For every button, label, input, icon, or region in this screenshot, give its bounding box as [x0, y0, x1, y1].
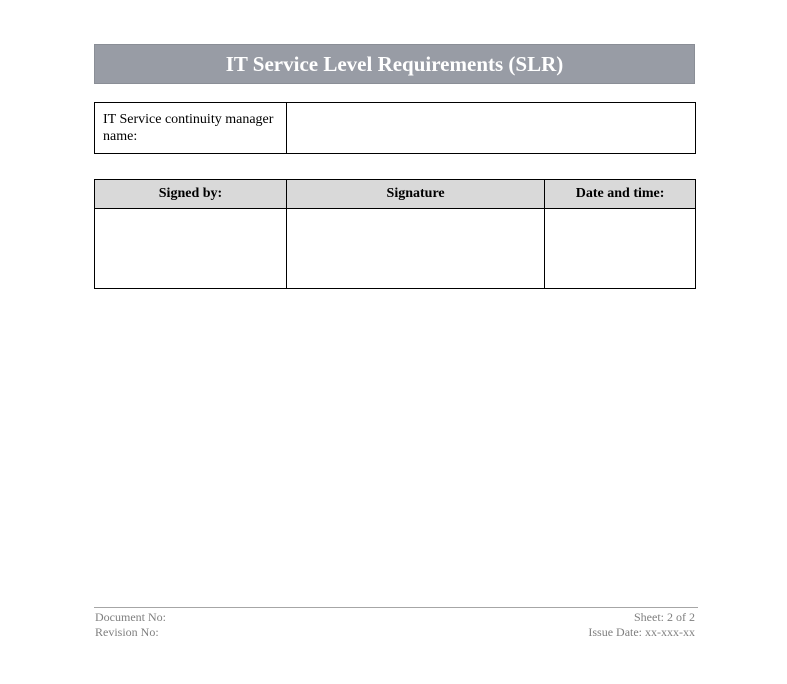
- manager-name-table: [94, 102, 696, 154]
- date-time-cell[interactable]: [545, 209, 696, 289]
- document-title: IT Service Level Requirements (SLR): [225, 51, 564, 76]
- issue-date: Issue Date: xx-xxx-xx: [588, 625, 695, 639]
- title-bar: [94, 44, 695, 84]
- document-number: Document No:: [95, 610, 166, 624]
- manager-name-row: [95, 103, 696, 154]
- signoff-table: [94, 179, 696, 289]
- signed-by-header: Signed by:: [95, 180, 287, 209]
- signature-header: Signature: [286, 180, 544, 209]
- table-row: [95, 209, 696, 289]
- manager-name-field[interactable]: [287, 103, 696, 154]
- manager-name-label: IT Service continuity manager name:: [95, 103, 287, 154]
- sheet-number: Sheet: 2 of 2: [634, 610, 695, 624]
- footer-divider: [94, 607, 698, 608]
- footer-left: [95, 610, 166, 640]
- signature-cell[interactable]: [286, 209, 544, 289]
- date-time-header: Date and time:: [545, 180, 696, 209]
- revision-number: Revision No:: [95, 625, 159, 639]
- signoff-header-row: [95, 180, 696, 209]
- signed-by-cell[interactable]: [95, 209, 287, 289]
- footer-right: [588, 610, 695, 640]
